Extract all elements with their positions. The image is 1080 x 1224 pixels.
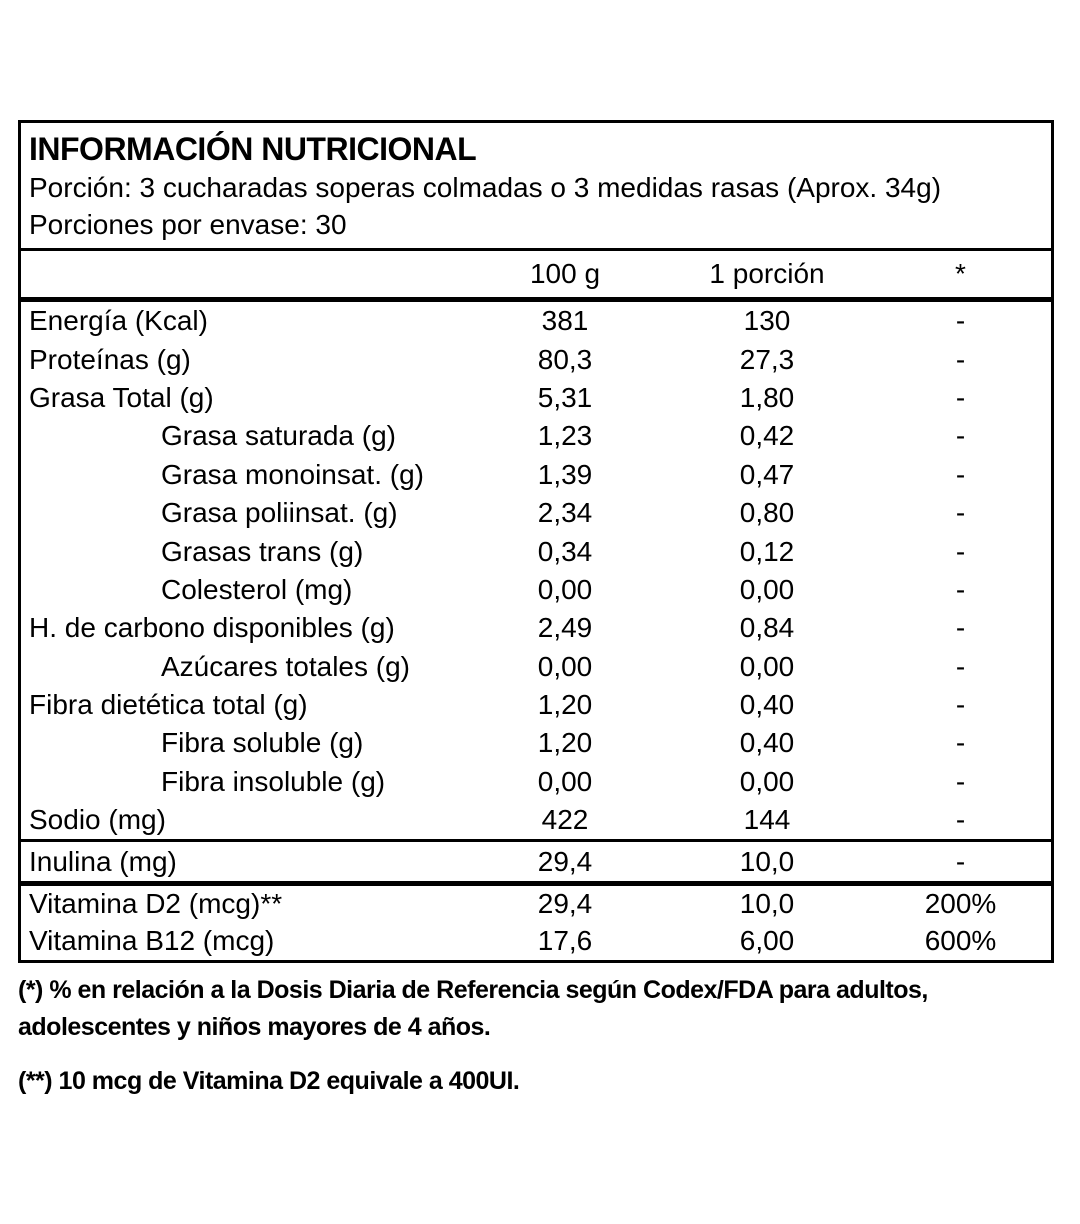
serving-size-line: Porción: 3 cucharadas soperas colmadas o 3 medidas rasas (Aprox. 34g) <box>29 172 942 203</box>
nutrient-label: Energía (Kcal) <box>29 305 208 337</box>
table-row <box>21 886 1051 923</box>
nutrient-label: H. de carbono disponibles (g) <box>29 612 395 644</box>
value-per-100g: 1,23 <box>537 420 593 452</box>
value-per-100g: 29,4 <box>537 888 593 920</box>
value-per-portion: 0,42 <box>739 420 795 452</box>
value-per-portion: 27,3 <box>739 343 795 375</box>
value-daily-pct: - <box>955 612 966 644</box>
value-daily-pct: - <box>955 727 966 759</box>
value-per-portion: 1,80 <box>739 381 795 413</box>
table-row <box>21 340 1051 378</box>
nutrient-label: Azúcares totales (g) <box>161 650 410 682</box>
nutrient-label: Inulina (mg) <box>29 845 177 877</box>
nutrient-label: Grasa Total (g) <box>29 381 214 413</box>
column-header-asterisk: * <box>955 258 966 289</box>
column-header-100g: 100 g <box>529 258 601 289</box>
table-row <box>21 494 1051 532</box>
value-per-100g: 0,00 <box>537 573 593 605</box>
value-per-100g: 0,34 <box>537 535 593 567</box>
value-per-portion: 0,47 <box>739 458 795 490</box>
table-row <box>21 724 1051 762</box>
table-row <box>21 417 1051 455</box>
value-per-portion: 0,40 <box>739 727 795 759</box>
nutrient-label: Fibra dietética total (g) <box>29 689 308 721</box>
value-per-portion: 0,00 <box>739 573 795 605</box>
table-row <box>21 763 1051 801</box>
table-row <box>21 379 1051 417</box>
value-per-100g: 422 <box>541 804 589 836</box>
value-daily-pct: - <box>955 305 966 337</box>
panel-title: INFORMACIÓN NUTRICIONAL <box>29 131 477 167</box>
table-row <box>21 302 1051 340</box>
value-per-portion: 0,00 <box>739 650 795 682</box>
nutrient-label: Sodio (mg) <box>29 804 166 836</box>
nutrient-label: Vitamina D2 (mcg)** <box>29 888 283 920</box>
table-row <box>21 801 1051 839</box>
value-daily-pct: - <box>955 689 966 721</box>
servings-per-container-line: Porciones por envase: 30 <box>29 209 347 240</box>
column-header-row <box>21 251 1051 297</box>
table-row <box>21 686 1051 724</box>
nutrient-label: Grasa poliinsat. (g) <box>161 497 398 529</box>
nutrient-label: Colesterol (mg) <box>161 573 353 605</box>
value-per-portion: 0,80 <box>739 497 795 529</box>
column-header-portion: 1 porción <box>709 258 825 289</box>
value-daily-pct: 600% <box>924 925 997 957</box>
value-per-100g: 5,31 <box>537 381 593 413</box>
value-per-portion: 0,12 <box>739 535 795 567</box>
footnote-daily-reference: (*) % en relación a la Dosis Diaria de Referencia según Codex/FDA para adultos, adolescentes y niños mayores de 4 años. <box>18 976 928 1041</box>
nutrient-label: Grasa saturada (g) <box>161 420 396 452</box>
value-daily-pct: - <box>955 804 966 836</box>
value-per-100g: 0,00 <box>537 765 593 797</box>
value-per-100g: 1,39 <box>537 458 593 490</box>
value-per-portion: 10,0 <box>739 888 795 920</box>
value-per-100g: 2,34 <box>537 497 593 529</box>
value-daily-pct: - <box>955 458 966 490</box>
value-daily-pct: 200% <box>924 888 997 920</box>
nutrient-label: Grasa monoinsat. (g) <box>161 458 424 490</box>
value-per-100g: 1,20 <box>537 727 593 759</box>
value-daily-pct: - <box>955 573 966 605</box>
table-row <box>21 648 1051 686</box>
value-per-100g: 0,00 <box>537 650 593 682</box>
value-per-100g: 17,6 <box>537 925 593 957</box>
nutrient-label: Vitamina B12 (mcg) <box>29 925 275 957</box>
value-daily-pct: - <box>955 381 966 413</box>
nutrient-label: Fibra insoluble (g) <box>161 765 386 797</box>
value-per-portion: 10,0 <box>739 845 795 877</box>
nutrient-label: Grasas trans (g) <box>161 535 364 567</box>
footnotes <box>18 972 1062 1100</box>
table-row <box>21 571 1051 609</box>
table-row <box>21 842 1051 880</box>
value-per-100g: 2,49 <box>537 612 593 644</box>
value-daily-pct: - <box>955 420 966 452</box>
nutrient-label: Proteínas (g) <box>29 343 191 375</box>
value-per-100g: 381 <box>541 305 589 337</box>
footnote-vitamin-d2-equivalence: (**) 10 mcg de Vitamina D2 equivale a 400UI. <box>18 1067 520 1095</box>
value-daily-pct: - <box>955 650 966 682</box>
table-row <box>21 923 1051 960</box>
value-daily-pct: - <box>955 765 966 797</box>
value-per-portion: 0,00 <box>739 765 795 797</box>
nutrient-label: Fibra soluble (g) <box>161 727 364 759</box>
value-per-portion: 130 <box>743 305 791 337</box>
panel-header <box>21 123 1051 248</box>
value-daily-pct: - <box>955 845 966 877</box>
value-per-100g: 1,20 <box>537 689 593 721</box>
value-per-100g: 29,4 <box>537 845 593 877</box>
table-row <box>21 456 1051 494</box>
table-row <box>21 609 1051 647</box>
value-per-portion: 0,40 <box>739 689 795 721</box>
value-per-100g: 80,3 <box>537 343 593 375</box>
value-per-portion: 0,84 <box>739 612 795 644</box>
table-row <box>21 532 1051 570</box>
value-daily-pct: - <box>955 343 966 375</box>
value-per-portion: 144 <box>743 804 791 836</box>
value-daily-pct: - <box>955 497 966 529</box>
nutrition-facts-panel <box>18 120 1054 963</box>
value-per-portion: 6,00 <box>739 925 795 957</box>
value-daily-pct: - <box>955 535 966 567</box>
